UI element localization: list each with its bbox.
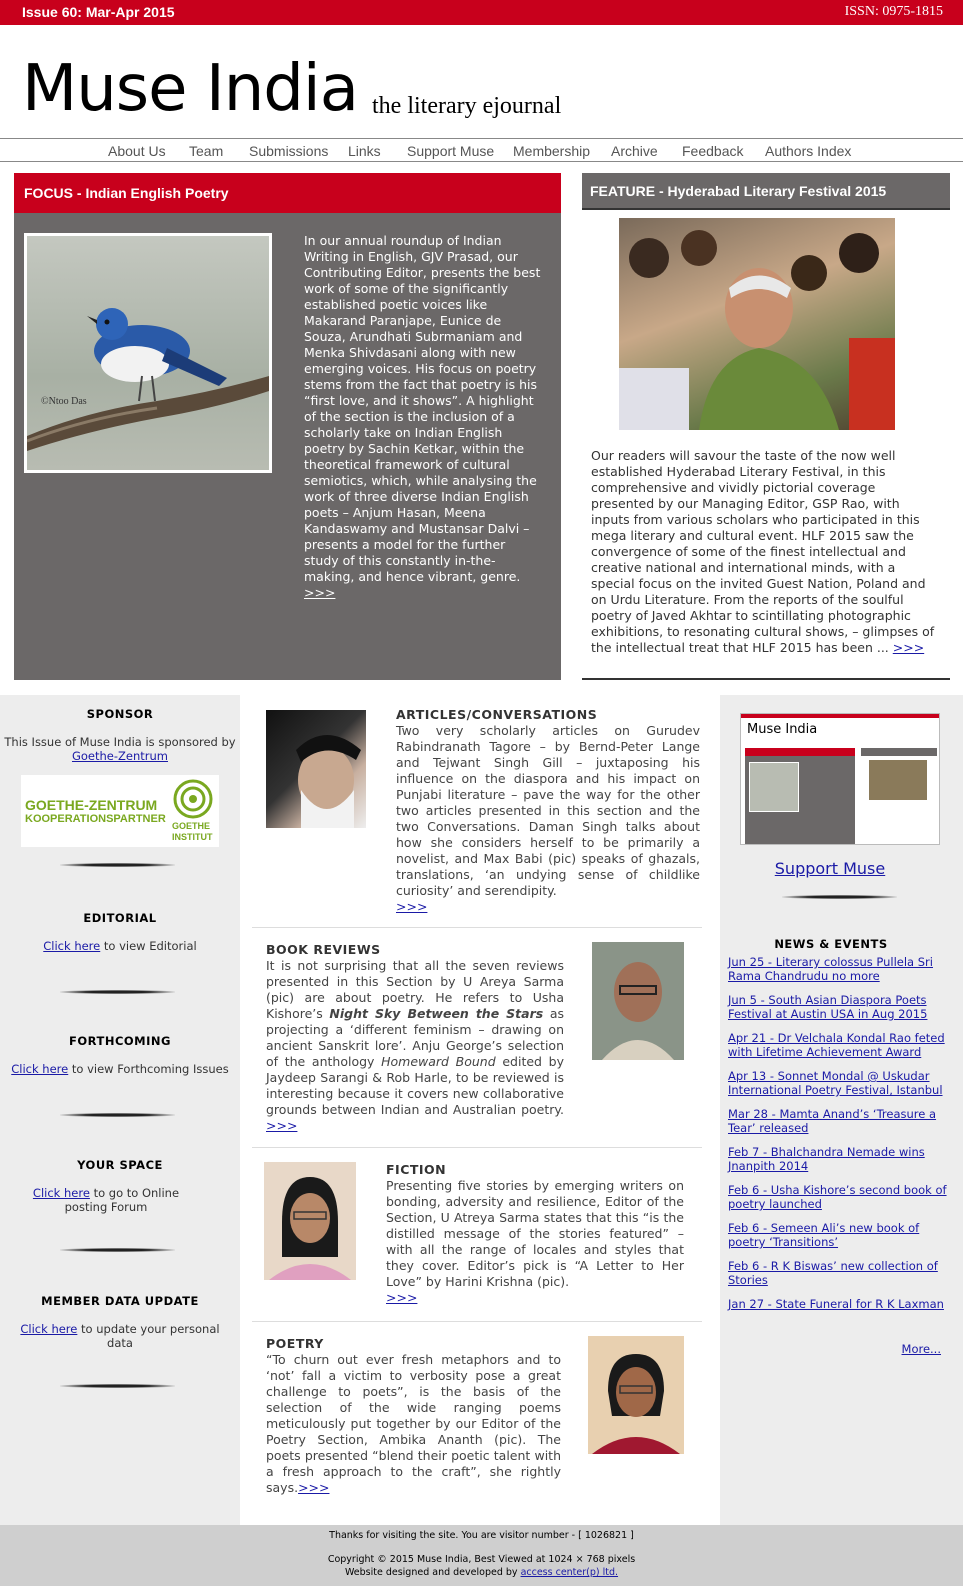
masthead — [0, 25, 963, 139]
nav-links[interactable]: Links — [348, 143, 381, 159]
member-text: to update your personal data — [81, 1322, 220, 1350]
separator — [60, 1384, 175, 1388]
editorial-text: to view Editorial — [103, 939, 197, 953]
feature-festival-photo[interactable] — [619, 218, 895, 430]
festival-crowd-image — [619, 218, 895, 430]
nav-membership[interactable]: Membership — [513, 143, 591, 159]
issue-label: Issue 60: Mar-Apr 2015 — [22, 4, 175, 20]
sponsor-section — [0, 707, 240, 847]
copyright-text: Copyright © 2015 Muse India, Best Viewed at 1024 × 768 pixels — [327, 1554, 636, 1565]
support-muse-link[interactable]: Support Muse — [774, 859, 886, 878]
reviews-italic1: Night Sky Between the Stars — [329, 1006, 544, 1021]
fiction-text: Presenting five stories by emerging writers on bonding, adversity and resilience, Editor of the Section, U Atreya Sarma states that this “is the distilled message of the stories featured” – with all the range of locales and styles that they cover. Editor’s pick is “A Letter to Her Love” by Harini Krishna (pic). — [386, 1178, 684, 1289]
designer-line — [0, 1567, 963, 1578]
separator — [60, 1248, 175, 1252]
separator — [782, 895, 897, 899]
nav-archive[interactable]: Archive — [611, 143, 658, 159]
feature-description: Our readers will savour the taste of the now well established Hyderabad Literary Festival, in this comprehensive and vividly pictorial coverage presented by our Managing Editor, GSP Rao, with inputs from various scholars who participated in this mega literary and cultural event. HLF 2015 saw the convergence of some of the finest intellectual and creative national and international minds, with a special focus on the invited Guest Nation, Poland and on Urdu Literature. From the reports of the soulful poetry of Javed Akhtar to scintillating photographic exhibitions, to resonating cultural shows, – glimpses of the intellectual treat that HLF 2015 has been ... — [591, 448, 935, 655]
poetry-more-link[interactable]: >>> — [298, 1480, 330, 1495]
reviews-title[interactable]: BOOK REVIEWS — [266, 942, 381, 957]
focus-more-link[interactable]: >>> — [304, 585, 336, 600]
member-title: MEMBER DATA UPDATE — [41, 1294, 199, 1308]
fiction-title[interactable]: FICTION — [386, 1162, 447, 1177]
fiction-more-link[interactable]: >>> — [386, 1290, 418, 1305]
designer-text: Website designed and developed by — [344, 1567, 518, 1578]
portrait-writer-image — [264, 1162, 356, 1280]
fiction-section — [386, 1162, 684, 1306]
separator — [60, 1113, 175, 1117]
nav-support-muse[interactable]: Support Muse — [407, 143, 495, 159]
focus-panel — [14, 173, 561, 680]
separator — [60, 990, 175, 994]
news-item[interactable]: Apr 21 - Dr Velchala Kondal Rao feted with Lifetime Achievement Award — [728, 1031, 945, 1059]
yourspace-link[interactable]: Click here — [32, 1186, 90, 1200]
divider — [252, 1147, 702, 1148]
news-item[interactable]: Jun 5 - South Asian Diaspora Poets Festival at Austin USA in Aug 2015 — [728, 993, 928, 1021]
news-item[interactable]: Feb 6 - R K Biswas’ new collection of Stories — [728, 1259, 938, 1287]
articles-title[interactable]: ARTICLES/CONVERSATIONS — [396, 707, 598, 722]
sponsor-text: This Issue of Muse India is sponsored by — [4, 735, 236, 749]
goethe-logo-line1: GOETHE-ZENTRUM — [25, 797, 158, 813]
poetry-section — [266, 1336, 561, 1496]
news-item[interactable]: Feb 6 - Semeen Ali’s new book of poetry ‘Transitions’ — [728, 1221, 920, 1249]
feature-panel — [582, 173, 950, 680]
forthcoming-link[interactable]: Click here — [11, 1062, 69, 1076]
news-more-link[interactable]: More... — [901, 1342, 941, 1356]
issue-cover-thumbnail[interactable] — [740, 713, 940, 845]
goethe-logo-right1: GOETHE — [172, 821, 211, 831]
goethe-circle-icon — [171, 779, 215, 819]
reviews-italic2: Homeward Bound — [381, 1054, 496, 1069]
news-item[interactable]: Feb 6 - Usha Kishore’s second book of poetry launched — [728, 1183, 947, 1211]
separator — [60, 863, 175, 867]
poetry-text: “To churn out ever fresh metaphors and to ‘not’ fall a victim to verbosity pose a great challenge to poets”, is the basis of the selection of the wide ranging poems meticulously put together by our Editor of the Poetry Section, Ambika Ananth (pic). The poets presented “blend their poetic talent with a fresh approach to the craft”, she rightly says. — [266, 1352, 561, 1495]
articles-portrait[interactable] — [266, 710, 366, 828]
cover-logo: Muse India — [747, 722, 818, 737]
goethe-logo-right2: INSTITUT — [172, 832, 213, 842]
main-nav — [0, 140, 963, 162]
feature-header[interactable]: FEATURE - Hyderabad Literary Festival 2015 — [582, 173, 950, 210]
reviews-section — [266, 942, 564, 1134]
news-item[interactable]: Apr 13 - Sonnet Mondal @ Uskudar International Poetry Festival, Istanbul — [728, 1069, 943, 1097]
issn-label: ISSN: 0975-1815 — [844, 4, 943, 19]
news-item[interactable]: Feb 7 - Bhalchandra Nemade wins Jnanpith 2014 — [728, 1145, 925, 1173]
forthcoming-text: to view Forthcoming Issues — [71, 1062, 229, 1076]
reviews-text1: It is not surprising that all the seven reviews presented in this Section by U Areya Sarma (pic) are about poetry. He refers to Usha Kishore’s — [266, 958, 564, 1021]
forthcoming-section — [0, 1034, 240, 1076]
footer — [0, 1525, 963, 1586]
divider — [252, 927, 702, 928]
main-content — [240, 695, 720, 1525]
portrait-reviewer-image — [592, 942, 684, 1060]
news-item[interactable]: Mar 28 - Mamta Anand’s ‘Treasure a Tear’ released — [728, 1107, 937, 1135]
editorial-section — [0, 911, 240, 953]
left-sidebar — [0, 695, 240, 1525]
site-logo-subtitle: the literary ejournal — [372, 93, 562, 119]
goethe-logo-line2: KOOPERATIONSPARTNER — [25, 813, 166, 825]
reviews-portrait[interactable] — [592, 942, 684, 1060]
editorial-link[interactable]: Click here — [43, 939, 101, 953]
nav-feedback[interactable]: Feedback — [682, 143, 744, 159]
portrait-man-image — [266, 710, 366, 828]
focus-bird-image[interactable] — [24, 233, 272, 473]
poetry-portrait[interactable] — [588, 1336, 684, 1454]
feature-more-link[interactable]: >>> — [892, 640, 925, 655]
bird-illustration — [27, 236, 269, 470]
top-bar — [0, 0, 963, 25]
fiction-portrait[interactable] — [264, 1162, 356, 1280]
nav-team[interactable]: Team — [189, 143, 224, 159]
articles-text: Two very scholarly articles on Gurudev Rabindranath Tagore – by Bernd-Peter Lange and Tejwant Singh Gill – juxtaposing his influence on the diaspora and his impact on Punjabi literature – pave the way for the other two articles presented in this section and the two Conversations. Daman Singh talks about how she considers herself to be primarily a novelist, and Max Babi (pic) speaks of ghazals, translations, ‘an undying sense of childlike curiosity’ and serendipity. — [396, 723, 700, 898]
news-list — [728, 955, 956, 1321]
site-logo-title[interactable]: Muse India — [22, 52, 358, 126]
nav-submissions[interactable]: Submissions — [249, 143, 329, 159]
nav-about-us[interactable]: About Us — [108, 143, 166, 159]
news-title: NEWS & EVENTS — [774, 937, 888, 951]
news-item[interactable]: Jan 27 - State Funeral for R K Laxman — [728, 1297, 944, 1311]
focus-description: In our annual roundup of Indian Writing in English, GJV Prasad, our Contributing Editor, presents the best work of some of the significantly established poetic voices like Makarand Paranjape, Eunice de Souza, Arundhati Subrmaniam and Menka Shivdasani along with new emerging voices. His focus on poetry stems from the fact that poetry is his “first love, and it shows”. A highlight of the section is the inclusion of a scholarly take on Indian English poetry by Sachin Ketkar, within the theoretical framework of cultural semiotics, which, while analysing the work of three diverse Indian English poets – Anjum Hasan, Meena Kandaswamy and Mustansar Dalvi – presents a model for the further study of this constantly in-the-making, and hence vibrant, genre. — [304, 233, 541, 584]
divider — [252, 1321, 702, 1322]
nav-authors-index[interactable]: Authors Index — [765, 143, 852, 159]
yourspace-section — [0, 1158, 240, 1214]
forthcoming-title: FORTHCOMING — [69, 1034, 171, 1048]
portrait-editor-image — [588, 1336, 684, 1454]
reviews-text2: as projecting a ‘different feminism – drawing on ancient Sanskrit lore’. Anju George’s selection of the anthology — [266, 1006, 564, 1069]
member-section — [0, 1294, 240, 1350]
news-item[interactable]: Jun 25 - Literary colossus Pullela Sri Rama Chandrudu no more — [728, 955, 933, 983]
sponsor-title: SPONSOR — [86, 707, 154, 721]
goethe-logo[interactable] — [21, 775, 219, 847]
right-sidebar — [720, 695, 963, 1525]
focus-header[interactable]: FOCUS - Indian English Poetry — [14, 173, 561, 213]
member-link[interactable]: Click here — [20, 1322, 78, 1336]
focus-image-caption: ©Ntoo Das — [41, 396, 87, 407]
editorial-title: EDITORIAL — [83, 911, 157, 925]
sponsor-goethe-link[interactable]: Goethe-Zentrum — [71, 749, 168, 763]
visitor-counter: Thanks for visiting the site. You are visitor number - [ 1026821 ] — [329, 1530, 634, 1541]
yourspace-title: YOUR SPACE — [77, 1158, 163, 1172]
articles-section — [396, 707, 700, 915]
reviews-text3: edited by Jaydeep Sarangi & Rob Harle, to be reviewed is interesting because it covers new collaborative grounds between Indian and Australian poetry. — [266, 1054, 564, 1117]
feature-text — [591, 448, 939, 656]
designer-link[interactable]: access center(p) ltd. — [520, 1567, 619, 1578]
yourspace-text: to go to Online posting Forum — [64, 1186, 180, 1214]
reviews-more-link[interactable]: >>> — [266, 1118, 298, 1133]
articles-more-link[interactable]: >>> — [396, 899, 428, 914]
poetry-title[interactable]: POETRY — [266, 1336, 324, 1351]
focus-text — [304, 233, 542, 601]
